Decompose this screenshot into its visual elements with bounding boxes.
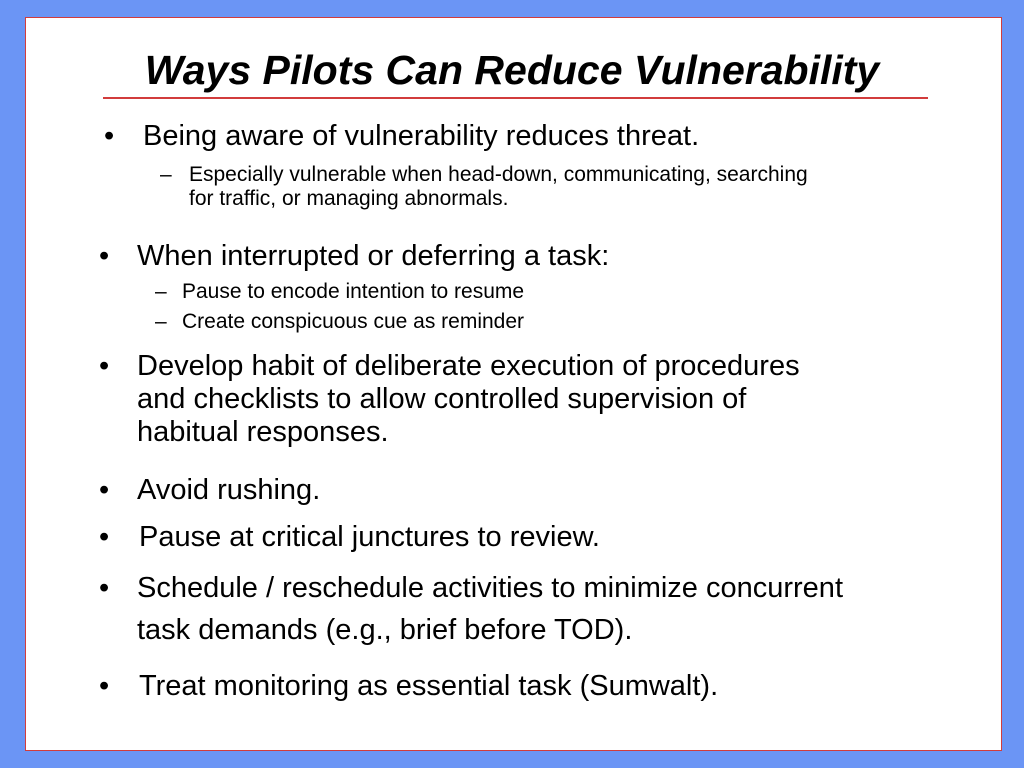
bullet-6-line-2: task demands (e.g., brief before TOD). [137, 614, 633, 646]
bullet-2-sub-2: Create conspicuous cue as reminder [182, 310, 525, 333]
bullet-marker: • [104, 120, 115, 152]
bullet-1-text: Being aware of vulnerability reduces threat. [143, 120, 700, 152]
bullet-3-line-3: habitual responses. [137, 416, 389, 448]
bullet-marker: • [99, 350, 110, 382]
bullet-marker: • [99, 474, 110, 506]
bullet-3-line-2: and checklists to allow controlled supervision of [137, 383, 747, 415]
bullet-7-text: Treat monitoring as essential task (Sumwalt). [139, 670, 719, 702]
bullet-1-sub-1-line-2: for traffic, or managing abnormals. [189, 187, 509, 210]
bullet-marker: • [99, 521, 110, 553]
bullet-2-text: When interrupted or deferring a task: [137, 240, 610, 272]
bullet-4-text: Avoid rushing. [137, 474, 321, 506]
slide-title: Ways Pilots Can Reduce Vulnerability [144, 47, 880, 93]
bullet-2-sub-1: Pause to encode intention to resume [182, 280, 525, 303]
bullet-marker: • [99, 670, 110, 702]
bullet-marker: • [99, 240, 110, 272]
sub-marker: – [160, 163, 172, 186]
sub-marker: – [155, 310, 167, 333]
bullet-3-line-1: Develop habit of deliberate execution of procedures [137, 350, 800, 382]
bullet-6-line-1: Schedule / reschedule activities to minimize concurrent [137, 572, 843, 604]
bullet-marker: • [99, 572, 110, 604]
bullet-1-sub-1-line-1: Especially vulnerable when head-down, communicating, searching [189, 163, 808, 186]
title-underline [103, 97, 928, 99]
bullet-5-text: Pause at critical junctures to review. [139, 521, 600, 553]
sub-marker: – [155, 280, 167, 303]
